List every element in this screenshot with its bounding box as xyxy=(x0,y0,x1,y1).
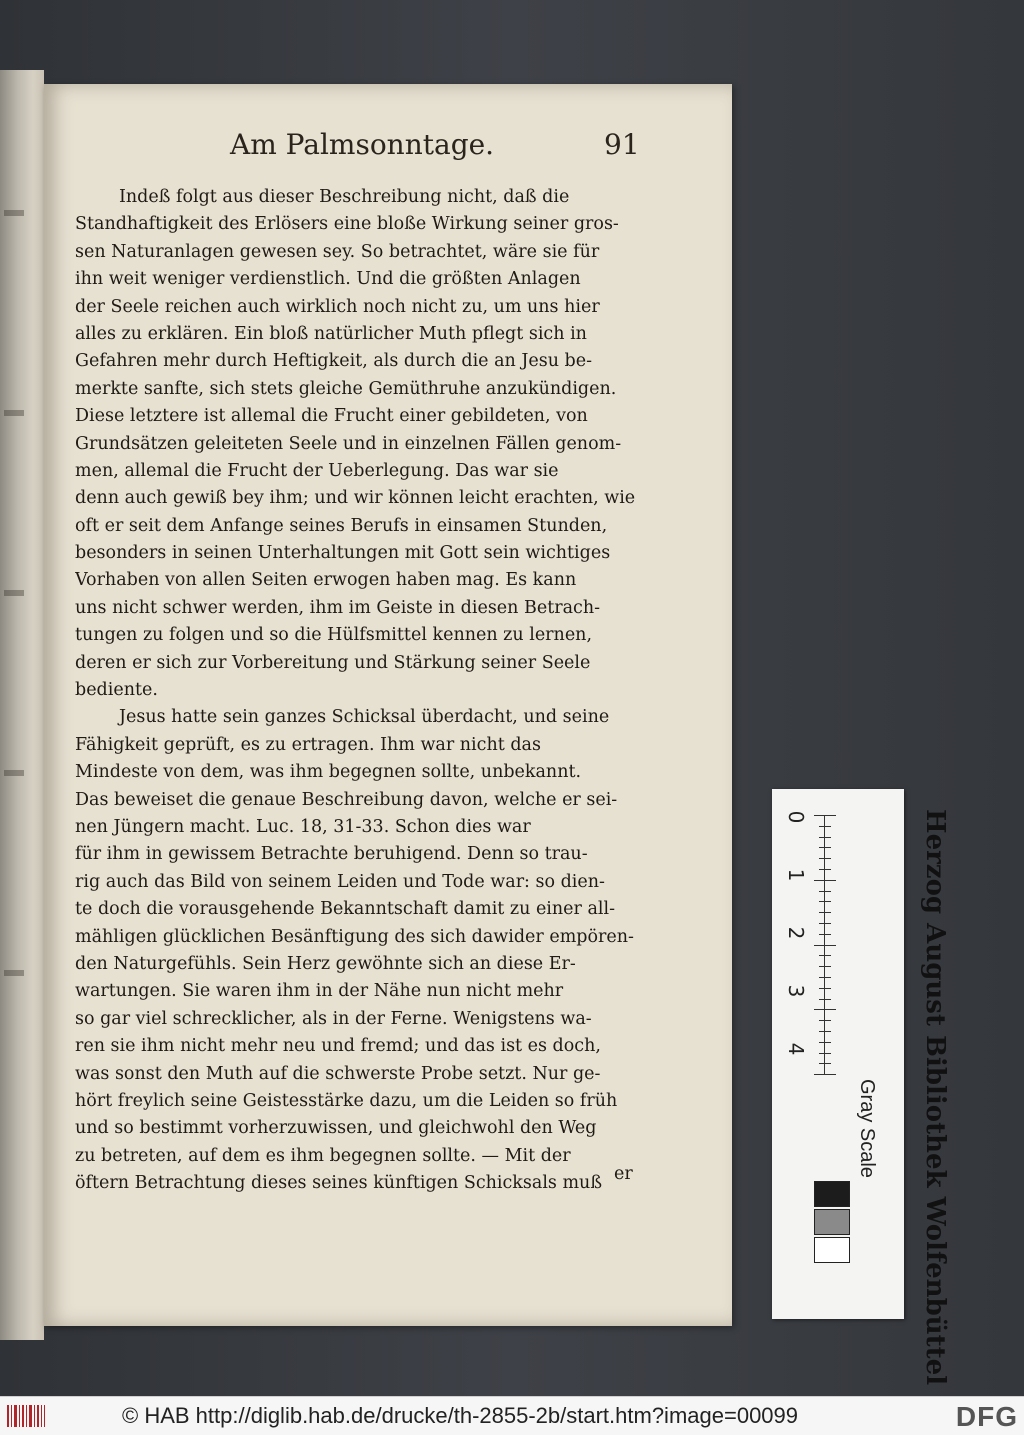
gray-swatch xyxy=(814,1209,850,1235)
ruler-tick xyxy=(819,912,831,913)
text-line: nen Jüngern macht. Luc. 18, 31-33. Schon dies war xyxy=(75,816,531,837)
text-line: hört freylich seine Geistesstärke dazu, um die Leiden so früh xyxy=(75,1090,618,1111)
book-page xyxy=(44,84,732,1326)
text-line: ihn weit weniger verdienstlich. Und die größten Anlagen xyxy=(75,269,581,290)
edge-mark xyxy=(4,770,24,776)
gray-swatch xyxy=(814,1237,850,1263)
ruler-tick xyxy=(819,1020,831,1021)
text-line: Fähigkeit geprüft, es zu ertragen. Ihm war nicht das xyxy=(75,734,541,755)
text-line: sen Naturanlagen gewesen sey. So betrachtet, wäre sie für xyxy=(75,241,600,262)
page-number: 91 xyxy=(604,128,640,161)
text-line: Standhaftigkeit des Erlösers eine bloße Wirkung seiner gros- xyxy=(75,214,619,235)
text-line: für ihm in gewissem Betrachte beruhigend. Denn so trau- xyxy=(75,844,588,865)
text-line: merkte sanfte, sich stets gleiche Gemüthruhe anzukündigen. xyxy=(75,378,617,399)
body-text xyxy=(75,184,635,1197)
text-line: tungen zu folgen und so die Hülfsmittel kennen zu lernen, xyxy=(75,625,593,646)
ruler-tick xyxy=(814,815,836,816)
ruler-tick xyxy=(819,1053,831,1054)
text-line: oft er seit dem Anfange seines Berufs in einsamen Stunden, xyxy=(75,515,608,536)
ruler-tick xyxy=(814,1074,836,1075)
text-line: mähligen glücklichen Besänftigung des sich dawider empören- xyxy=(75,926,634,947)
text-line: der Seele reichen auch wirklich noch nicht zu, um uns hier xyxy=(75,296,600,317)
ruler-tick xyxy=(819,869,831,870)
text-line: alles zu erklären. Ein bloß natürlicher Muth pflegt sich in xyxy=(75,323,587,344)
text-line: was sonst den Muth auf die schwerste Probe setzt. Nur ge- xyxy=(75,1063,601,1084)
text-line: Diese letztere ist allemal die Frucht einer gebildeten, von xyxy=(75,406,588,427)
text-line: und so bestimmt vorherzuwissen, und gleichwohl den Weg xyxy=(75,1118,597,1139)
text-line: rig auch das Bild von seinem Leiden und Tode war: so dien- xyxy=(75,871,605,892)
copyright-link[interactable]: © HAB http://diglib.hab.de/drucke/th-2855-2b/start.htm?image=00099 xyxy=(122,1403,799,1428)
adjacent-page-edge xyxy=(0,70,44,1340)
edge-mark xyxy=(4,210,24,216)
ruler-tick xyxy=(819,988,831,989)
edge-mark xyxy=(4,590,24,596)
text-line: so gar viel schrecklicher, als in der Ferne. Wenigstens wa- xyxy=(75,1008,592,1029)
text-line: öftern Betrachtung dieses seines künftigen Schicksals muß xyxy=(75,1173,603,1194)
ruler-tick xyxy=(819,837,831,838)
ruler-tick xyxy=(819,858,831,859)
ruler-tick xyxy=(819,923,831,924)
ruler-number: 1 xyxy=(784,868,808,882)
text-line: Vorhaben von allen Seiten erwogen haben mag. Es kann xyxy=(75,570,577,591)
edge-mark xyxy=(4,410,24,416)
ruler-tick xyxy=(819,955,831,956)
ruler-number: 3 xyxy=(784,984,808,998)
hab-barcode-logo-icon xyxy=(6,1403,46,1429)
text-line: bediente. xyxy=(75,680,158,701)
text-line: denn auch gewiß bey ihm; und wir können leicht erachten, wie xyxy=(75,488,635,509)
running-head: Am Palmsonntage. xyxy=(230,128,495,161)
ruler-tick xyxy=(814,945,836,946)
edge-mark xyxy=(4,970,24,976)
text-line: Grundsätzen geleiteten Seele und in einzelnen Fällen genom- xyxy=(75,433,622,454)
text-line: besonders in seinen Unterhaltungen mit Gott sein wichtiges xyxy=(75,543,611,564)
color-calibration-strip xyxy=(772,789,950,1386)
ruler-tick xyxy=(814,880,836,881)
catchword: er xyxy=(614,1164,633,1184)
ruler-tick xyxy=(819,891,831,892)
text-line: men, allemal die Frucht der Ueberlegung. Das war sie xyxy=(75,460,559,481)
text-line: den Naturgefühls. Sein Herz gewöhnte sich an diese Er- xyxy=(75,953,576,974)
ruler-number: 0 xyxy=(784,810,808,824)
ruler-tick xyxy=(819,934,831,935)
ruler-tick xyxy=(819,1031,831,1032)
ruler-tick xyxy=(819,999,831,1000)
text-line: Das beweiset die genaue Beschreibung davon, welche er sei- xyxy=(75,789,618,810)
dfg-logo: DFG xyxy=(955,1401,1018,1432)
gray-scale-label: Gray Scale xyxy=(856,1079,878,1178)
ruler-tick xyxy=(819,1042,831,1043)
text-line: Gefahren mehr durch Heftigkeit, als durch die an Jesu be- xyxy=(75,351,593,372)
ruler-number: 2 xyxy=(784,926,808,940)
ruler-number: 4 xyxy=(784,1042,808,1056)
text-line: zu betreten, auf dem es ihm begegnen sollte. — Mit der xyxy=(75,1145,571,1166)
viewer-footer xyxy=(0,1396,1024,1435)
text-line: wartungen. Sie waren ihm in der Nähe nun nicht mehr xyxy=(75,981,564,1002)
ruler-tick xyxy=(819,901,831,902)
text-line: Jesus hatte sein ganzes Schicksal überdacht, und seine xyxy=(119,707,610,728)
ruler-tick xyxy=(819,1063,831,1064)
text-line: Indeß folgt aus dieser Beschreibung nicht, daß die xyxy=(119,187,570,207)
text-line: Mindeste von dem, was ihm begegnen sollte, unbekannt. xyxy=(75,762,582,783)
text-line: uns nicht schwer werden, ihm im Geiste in diesen Betrach- xyxy=(75,597,601,618)
text-line: ren sie ihm nicht mehr neu und fremd; und das ist es doch, xyxy=(75,1036,601,1057)
library-name: Herzog August Bibliothek Wolfenbüttel xyxy=(920,809,950,1386)
ruler-tick xyxy=(819,847,831,848)
ruler-tick xyxy=(819,826,831,827)
ruler-tick xyxy=(819,977,831,978)
gray-swatch xyxy=(814,1181,850,1207)
text-line: te doch die vorausgehende Bekanntschaft damit zu einer all- xyxy=(75,899,616,920)
text-line: deren er sich zur Vorbereitung und Stärkung seiner Seele xyxy=(75,652,591,673)
ruler-tick xyxy=(819,966,831,967)
ruler-tick xyxy=(814,1009,836,1010)
